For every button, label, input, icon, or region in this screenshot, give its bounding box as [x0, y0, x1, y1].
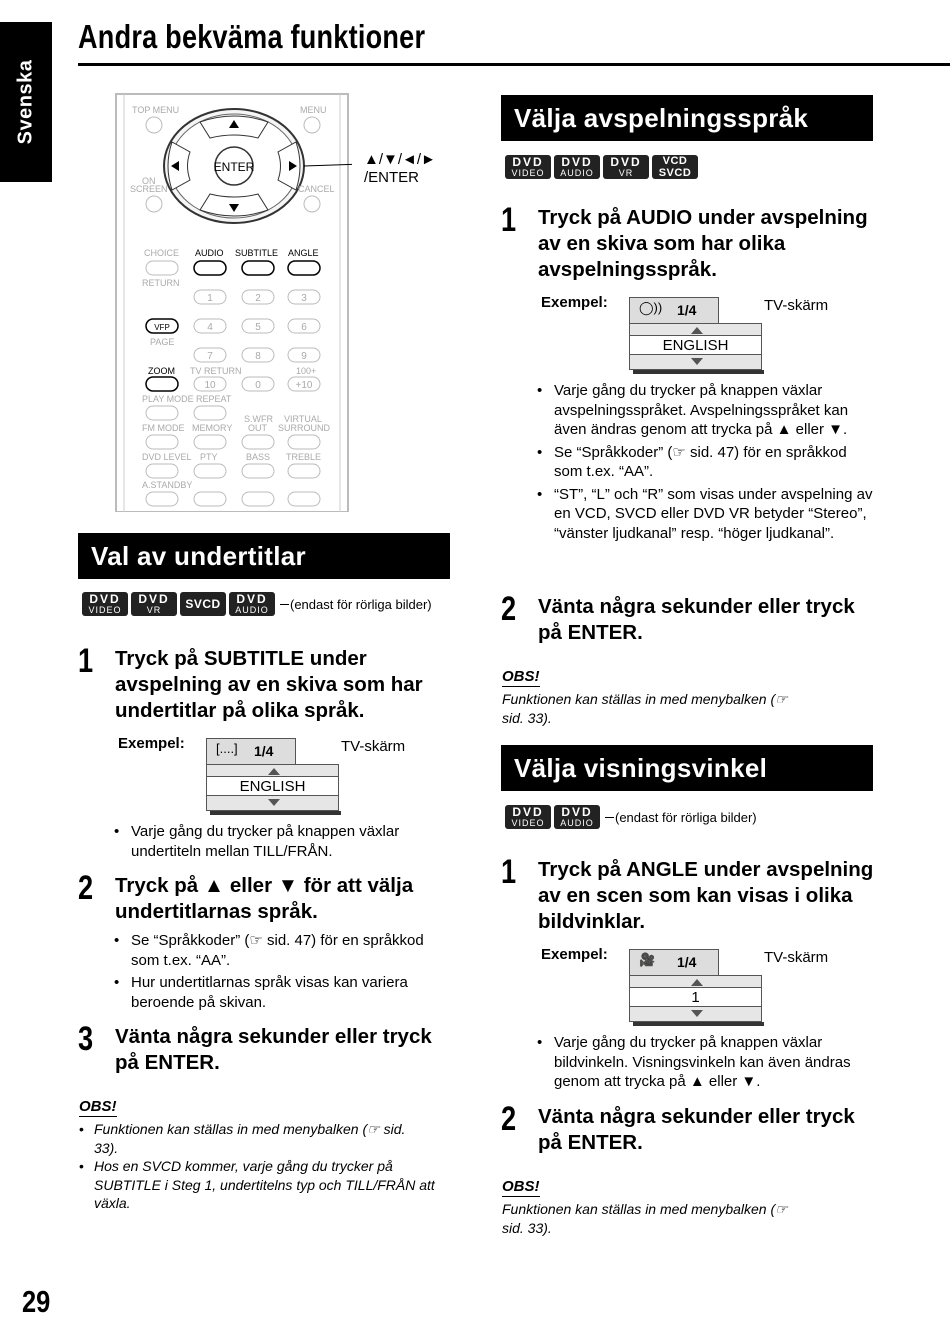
list-item: • Hur undertitlarnas språk visas kan variera beroende på skivan. — [114, 973, 454, 1012]
tv-screen-label: TV-skärm — [764, 949, 829, 966]
right-top-badges — [505, 155, 698, 179]
svg-text:1: 1 — [207, 293, 213, 304]
list-item: • “ST”, “L” och “R” som visas under avspelning av en VCD, SVCD eller DVD VR betyder “Stereo”, “vänster ljudkanal” resp. “höger ljudkanal”. — [537, 485, 877, 544]
repeat-label: REPEAT — [196, 394, 232, 404]
right-bottom-badges — [505, 805, 757, 829]
vfp-label: VFP — [154, 323, 170, 332]
svg-text:0: 0 — [255, 380, 261, 391]
badge-dvd-vr: DVD VR — [131, 592, 177, 616]
down-arrow-icon — [691, 1010, 703, 1017]
badge-dvd-video: DVD VIDEO — [505, 155, 551, 179]
up-arrow-icon — [691, 979, 703, 986]
section-heading-angle: Välja visningsvinkel — [501, 745, 873, 791]
svg-text:6: 6 — [301, 322, 307, 333]
down-arrow-icon — [691, 358, 703, 365]
osd-value: 1 — [630, 987, 761, 1007]
top-menu-label: TOP MENU — [132, 105, 180, 115]
badge-dvd-audio: DVD AUDIO — [229, 592, 275, 616]
left-step-2-notes — [114, 931, 454, 1012]
up-arrow-icon — [691, 327, 703, 334]
osd-value: ENGLISH — [630, 335, 761, 355]
example-label: Exempel: — [541, 946, 608, 963]
choice-label: CHOICE — [144, 248, 180, 258]
svg-text:5: 5 — [255, 322, 261, 333]
osd-value: ENGLISH — [207, 776, 338, 796]
list-item: • Se “Språkkoder” (☞ sid. 47) för en språkkod som t.ex. “AA”. — [537, 443, 877, 482]
camera-icon: 🎥 — [639, 952, 656, 967]
badge-dvd-vr: DVD VR — [603, 155, 649, 179]
osd-fraction: 1/4 — [254, 743, 274, 759]
angle-osd — [629, 949, 762, 1025]
treble-label: TREBLE — [286, 452, 322, 462]
page-label: PAGE — [150, 337, 175, 347]
zoom-label: ZOOM — [148, 366, 175, 376]
audio-osd — [629, 297, 762, 373]
menu-label: MENU — [300, 105, 327, 115]
osd-fraction: 1/4 — [677, 954, 697, 970]
subtitle-icon: [....] — [216, 741, 238, 756]
obs-title: OBS! — [502, 1178, 540, 1195]
page-title: Andra bekväma funktioner — [78, 18, 426, 55]
up-arrow-icon — [268, 768, 280, 775]
subtitle-osd — [206, 738, 339, 814]
audio-label: AUDIO — [195, 248, 224, 258]
obs-title: OBS! — [502, 668, 540, 685]
callout-arrows: ▲/▼/◄/► — [364, 151, 436, 168]
svg-text:8: 8 — [255, 351, 261, 362]
obs-text: Funktionen kan ställas in med menybalken (☞ sid. 33). — [502, 691, 788, 726]
badge-dvd-video: DVD VIDEO — [82, 592, 128, 616]
left-step-1-notes — [114, 822, 454, 861]
svg-text:7: 7 — [207, 351, 213, 362]
right-bottom-notes — [537, 1033, 877, 1092]
language-tab — [0, 22, 52, 182]
tv-screen-label: TV-skärm — [764, 297, 829, 314]
play-mode-label: PLAY MODE — [142, 394, 194, 404]
a-standby-label: A.STANDBY — [142, 480, 193, 490]
list-item: • Varje gång du trycker på knappen växlar bildvinkeln. Visningsvinkeln kan även ändras genom att trycka på ▲ eller ▼. — [537, 1033, 877, 1092]
screen-label: SCREEN — [130, 184, 168, 194]
svg-text:9: 9 — [301, 351, 307, 362]
angle-label: ANGLE — [288, 248, 319, 258]
left-badges — [82, 592, 432, 616]
badge-dvd-audio: DVD AUDIO — [554, 155, 600, 179]
swfr-label: S.WFR — [244, 414, 273, 424]
svg-text:3: 3 — [301, 293, 307, 304]
svg-text:+10: +10 — [295, 380, 313, 391]
remote-control-illustration — [112, 92, 352, 512]
svg-text:10: 10 — [204, 380, 216, 391]
audio-icon: ◯)) — [639, 300, 663, 315]
osd-fraction: 1/4 — [677, 302, 697, 318]
badge-svcd: SVCD — [180, 592, 226, 616]
swfr-out-label: OUT — [248, 423, 267, 433]
return-label: RETURN — [142, 278, 180, 288]
tv-screen-label: TV-skärm — [341, 738, 406, 755]
page-number: 29 — [22, 1284, 51, 1319]
surround-label: SURROUND — [278, 423, 331, 433]
down-arrow-icon — [268, 799, 280, 806]
obs-title: OBS! — [79, 1098, 117, 1115]
example-label: Exempel: — [541, 294, 608, 311]
on-label: ON — [142, 176, 156, 186]
subtitle-label: SUBTITLE — [235, 248, 279, 258]
obs-text: Funktionen kan ställas in med menybalken (☞ sid. 33). — [502, 1201, 788, 1236]
section-heading-audio-language: Välja avspelningsspråk — [501, 95, 873, 141]
badge-note: (endast för rörliga bilder) — [280, 597, 432, 612]
dpad-callout — [364, 151, 436, 187]
badge-vcd-svcd: VCD SVCD — [652, 155, 698, 179]
dvd-level-label: DVD LEVEL — [142, 452, 192, 462]
badge-dvd-video: DVD VIDEO — [505, 805, 551, 829]
plus100-label: 100+ — [296, 366, 317, 376]
language-tab-label: Svenska — [14, 59, 37, 145]
tv-return-label: TV RETURN — [190, 366, 242, 376]
list-item: • Hos en SVCD kommer, varje gång du trycker på SUBTITLE i Steg 1, undertitelns typ och TILL/FRÅN att växla. — [79, 1157, 451, 1213]
list-item: • Varje gång du trycker på knappen växlar undertiteln mellan TILL/FRÅN. — [114, 822, 454, 861]
virtual-label: VIRTUAL — [284, 414, 322, 424]
example-label: Exempel: — [118, 735, 185, 752]
memory-label: MEMORY — [192, 423, 233, 433]
title-rule — [78, 63, 950, 66]
enter-label: ENTER — [213, 160, 255, 174]
svg-text:2: 2 — [255, 293, 261, 304]
callout-enter: /ENTER — [364, 169, 420, 186]
badge-dvd-audio: DVD AUDIO — [554, 805, 600, 829]
right-top-notes — [537, 381, 877, 543]
section-heading-subtitles: Val av undertitlar — [78, 533, 450, 579]
pty-label: PTY — [200, 452, 218, 462]
bass-label: BASS — [246, 452, 271, 462]
list-item: • Funktionen kan ställas in med menybalken (☞ sid. 33). — [79, 1120, 409, 1157]
cancel-label: CANCEL — [298, 184, 335, 194]
fm-mode-label: FM MODE — [142, 423, 185, 433]
list-item: • Se “Språkkoder” (☞ sid. 47) för en språkkod som t.ex. “AA”. — [114, 931, 454, 970]
list-item: • Varje gång du trycker på knappen växlar avspelningsspråket. Avspelningsspråket kan även ändras genom att trycka på ▲ eller ▼. — [537, 381, 877, 440]
badge-note: (endast för rörliga bilder) — [605, 810, 757, 825]
svg-text:4: 4 — [207, 322, 213, 333]
obs-list — [79, 1120, 451, 1213]
